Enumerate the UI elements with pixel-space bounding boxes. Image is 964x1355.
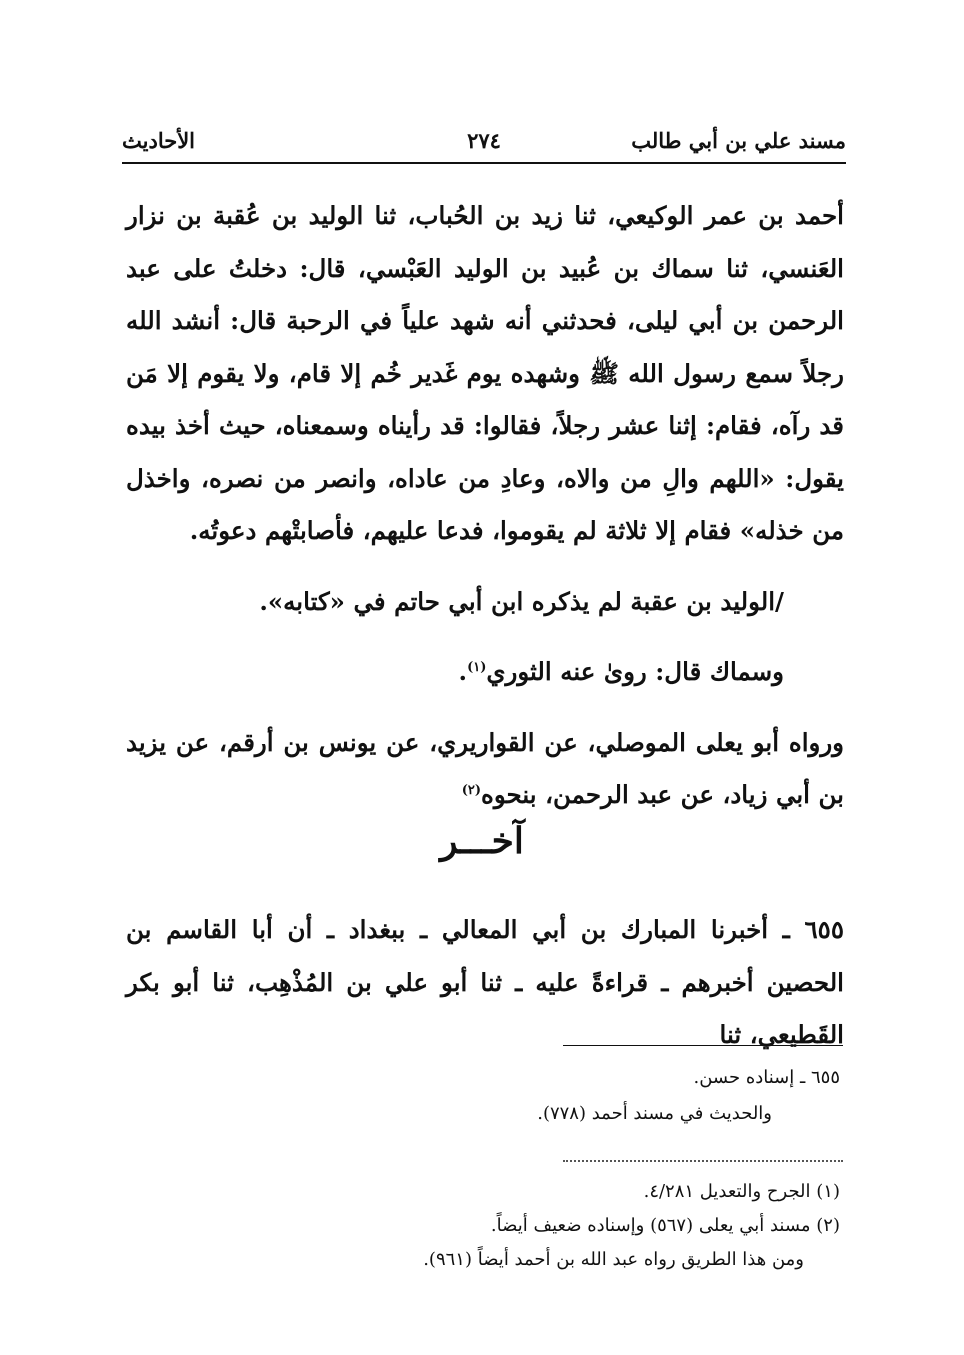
- header-rule: [122, 162, 846, 164]
- header-book-title: مسند علي بن أبي طالب: [631, 128, 846, 153]
- footnote-ref-2: (٢): [461, 782, 482, 798]
- note-line-2: والحديث في مسند أحمد (٧٧٨).: [537, 1103, 772, 1124]
- footnote-2-continued: ومن هذا الطريق رواه عبد الله بن أحمد أيضاً (٩٦١).: [423, 1249, 804, 1270]
- footnotes: [300, 1175, 840, 1277]
- commentary-abu-yala: [126, 717, 844, 822]
- notes: [300, 1060, 840, 1132]
- note-line-1: ٦٥٥ ـ إسناده حسن.: [693, 1067, 840, 1088]
- commentary-walid: /الوليد بن عقبة لم يذكره ابن أبي حاتم في «كتابه».: [259, 586, 784, 616]
- hadith-655-paragraph: ٦٥٥ ـ أخبرنا المبارك بن أبي المعالي ـ ببغداد ـ أن أبا القاسم بن الحصين أخبرهم ـ قراءةً عليه ـ ثنا أبو علي بن المُذْهِب، ثنا أبو بكر القَطيعي، ثنا: [126, 915, 844, 1049]
- header-section-title: الأحاديث: [122, 128, 196, 153]
- commentary-simak-text: وسماك قال: روىٰ عنه الثوري: [486, 657, 784, 686]
- page-header: [122, 128, 846, 162]
- commentary-simak-end: .: [458, 657, 468, 686]
- footnote-2: (٢) مسند أبي يعلى (٥٦٧) وإسناده ضعيف أيضاً.: [490, 1215, 840, 1236]
- section-title: آخـــر: [440, 820, 524, 862]
- commentary-simak: [126, 646, 844, 699]
- notes-rule: [563, 1045, 843, 1046]
- main-text: [126, 190, 844, 822]
- footnote-ref-1: (١): [467, 659, 487, 675]
- main-text-2: [126, 904, 844, 1062]
- hadith-paragraph: أحمد بن عمر الوكيعي، ثنا زيد بن الحُباب، ثنا الوليد بن عُقبة بن نزار العَنسي، ثنا سماك بن عُبيد بن الوليد العَبْسي، قال: دخلتُ على عبد الرحمن بن أبي ليلى، فحدثني أنه شهد علياً في الرحبة قال: أنشد الله رجلاً سمع رسول الله ﷺ وشهده يوم غَدير خُم إلا قام، ولا يقوم إلا مَن قد رآه، فقام: إثنا عشر رجلاً، فقالوا: قد رأيناه وسمعناه، حيث أخذ بيده يقول: «اللهم والِ من والاه، وعادِ من عاداه، وانصر من نصره، واخذل من خذله» فقام إلا ثلاثة لم يقوموا، فدعا عليهم، فأصابتْهم دعوتُه.: [126, 201, 844, 545]
- page-number: ٢٧٤: [467, 128, 501, 153]
- footnotes-divider: [563, 1160, 843, 1162]
- commentary-abu-yala-text: ورواه أبو يعلى الموصلي، عن القواريري، عن يونس بن أرقم، عن يزيد بن أبي زياد، عن عبد الرحمن، بنحوه: [126, 727, 844, 809]
- footnote-1: (١) الجرح والتعديل ٤/٢٨١.: [643, 1181, 840, 1202]
